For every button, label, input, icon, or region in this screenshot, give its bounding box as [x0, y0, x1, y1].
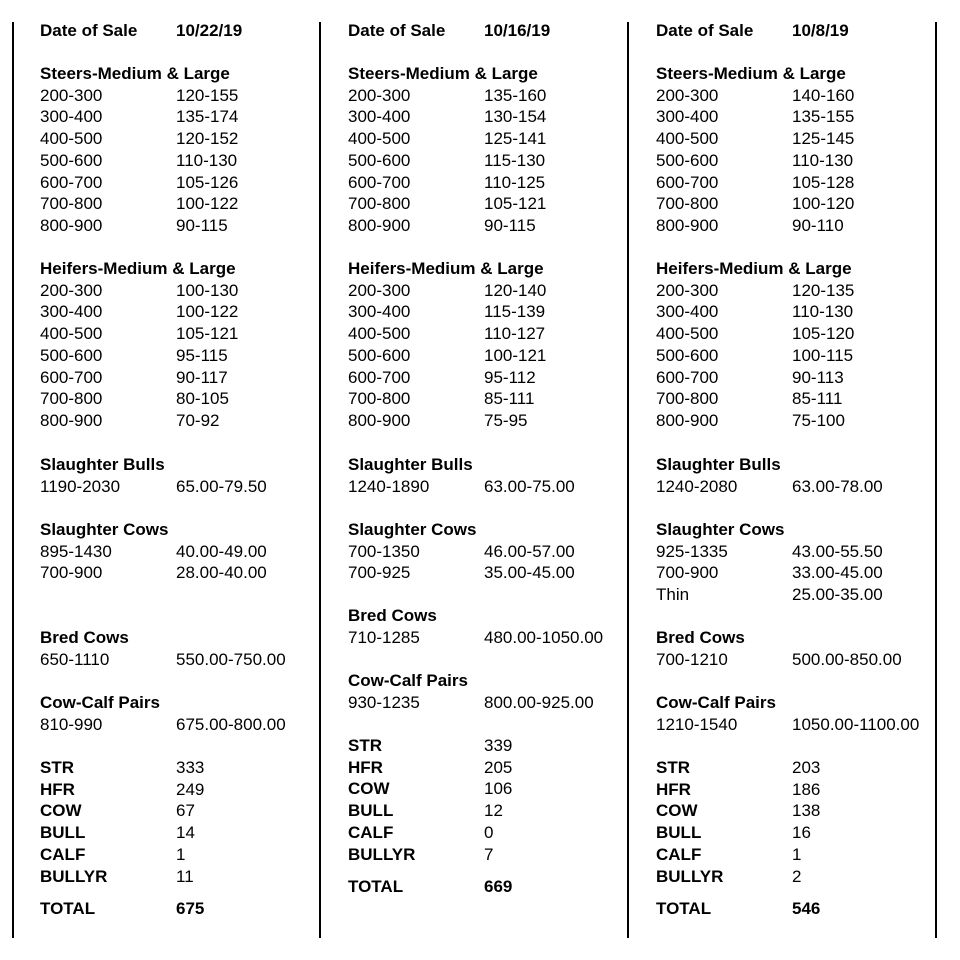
total-row-label: TOTAL — [40, 899, 96, 918]
steers-section-row-value: 140-160 — [792, 85, 855, 105]
steers-section-title: Steers-Medium & Large — [656, 64, 846, 83]
heifers-section-row-label: 700-800 — [348, 389, 411, 409]
heifers-section-row-value: 90-113 — [792, 367, 844, 387]
head-count-row-value: 12 — [484, 801, 503, 821]
steers-section-row-value: 90-110 — [792, 215, 844, 235]
head-count-row-label: BULL — [40, 823, 86, 843]
steers-section-title: Steers-Medium & Large — [348, 64, 538, 83]
steers-section-row-label: 300-400 — [348, 107, 411, 127]
slaughter-cows-section-row-label: Thin — [656, 585, 690, 605]
heifers-section-row-label: 300-400 — [40, 302, 103, 322]
heifers-section-row-label: 400-500 — [40, 324, 103, 344]
heifers-section-row-value: 110-127 — [484, 324, 546, 344]
bred-cows-section-row-value: 480.00-1050.00 — [484, 627, 604, 647]
heifers-section-row-label: 500-600 — [656, 345, 719, 365]
slaughter-cows-section-row-value: 35.00-45.00 — [484, 563, 575, 583]
head-count-row-label: CALF — [40, 844, 86, 864]
steers-section-row-label: 600-700 — [656, 172, 719, 192]
heifers-section-row-value: 105-121 — [176, 324, 239, 344]
head-count-row-value: 138 — [792, 801, 821, 821]
head-count-row-value: 203 — [792, 758, 821, 777]
steers-section-row-label: 300-400 — [656, 107, 719, 127]
head-count-row-label: COW — [656, 801, 698, 821]
heifers-section-row-label: 400-500 — [348, 324, 411, 344]
head-count-row-label: CALF — [348, 822, 394, 842]
steers-section-row-value: 110-130 — [176, 150, 238, 170]
heifers-section-row-label: 200-300 — [40, 280, 103, 300]
cow-calf-pairs-section-row-label: 810-990 — [40, 714, 103, 734]
date-of-sale-label: Date of Sale — [656, 21, 754, 40]
heifers-section-row-value: 95-112 — [484, 367, 536, 387]
head-count-row-value: 11 — [176, 866, 194, 886]
head-count-row-label: BULLYR — [40, 866, 108, 886]
head-count-row-value: 249 — [176, 779, 205, 799]
steers-section-row-value: 105-126 — [176, 172, 239, 192]
heifers-section-row-value: 90-117 — [176, 367, 228, 387]
slaughter-cows-section-row-value: 25.00-35.00 — [792, 585, 883, 605]
heifers-section-row-label: 600-700 — [348, 367, 411, 387]
steers-section-row-label: 400-500 — [348, 129, 411, 149]
slaughter-cows-section-row-label: 925-1335 — [656, 541, 728, 561]
steers-section-row-label: 700-800 — [348, 194, 411, 214]
slaughter-bulls-section-row-label: 1240-2080 — [656, 476, 738, 496]
head-count-row-label: HFR — [348, 757, 383, 777]
steers-section-row-label: 500-600 — [348, 150, 411, 170]
cow-calf-pairs-section-row-label: 930-1235 — [348, 692, 420, 712]
head-count-row-label: HFR — [656, 779, 691, 799]
steers-section-row-value: 100-122 — [176, 194, 239, 214]
bred-cows-section-title: Bred Cows — [656, 628, 745, 647]
divider-line-1 — [319, 22, 321, 938]
total-row-label: TOTAL — [656, 899, 712, 918]
head-count-row-value: 1 — [176, 844, 186, 864]
heifers-section-row-value: 95-115 — [176, 345, 228, 365]
slaughter-bulls-section-title: Slaughter Bulls — [348, 455, 473, 474]
heifers-section-row-label: 600-700 — [40, 367, 103, 387]
heifers-section-row-label: 800-900 — [348, 410, 411, 430]
heifers-section-row-label: 200-300 — [348, 280, 411, 300]
slaughter-bulls-section-title: Slaughter Bulls — [40, 455, 165, 474]
heifers-section-row-label: 500-600 — [348, 345, 411, 365]
head-count-row-value: 1 — [792, 844, 802, 864]
head-count-row-label: COW — [348, 779, 390, 799]
total-row-value: 546 — [792, 899, 821, 918]
heifers-section-row-label: 800-900 — [40, 410, 103, 430]
slaughter-bulls-section-row-value: 63.00-78.00 — [792, 476, 883, 496]
steers-section-row-value: 120-155 — [176, 85, 239, 105]
steers-section-row-label: 400-500 — [656, 129, 719, 149]
bred-cows-section-row-label: 650-1110 — [40, 649, 110, 669]
steers-section-row-value: 115-130 — [484, 150, 546, 170]
heifers-section-row-value: 100-122 — [176, 302, 239, 322]
heifers-section-row-value: 75-95 — [484, 410, 528, 430]
cow-calf-pairs-section-row-value: 675.00-800.00 — [176, 714, 286, 734]
head-count-row-label: STR — [348, 736, 382, 755]
heifers-section-row-label: 500-600 — [40, 345, 103, 365]
head-count-row-label: COW — [40, 801, 82, 821]
heifers-section-row-label: 300-400 — [348, 302, 411, 322]
heifers-section-row-label: 400-500 — [656, 324, 719, 344]
head-count-row-label: BULL — [656, 823, 702, 843]
head-count-row-value: 0 — [484, 822, 494, 842]
steers-section-row-label: 800-900 — [348, 215, 411, 235]
bred-cows-section-row-label: 700-1210 — [656, 649, 728, 669]
steers-section-row-value: 110-130 — [792, 150, 854, 170]
bred-cows-section-title: Bred Cows — [40, 628, 129, 647]
heifers-section-row-value: 105-120 — [792, 324, 855, 344]
heifers-section-row-label: 700-800 — [656, 389, 719, 409]
bred-cows-section-row-label: 710-1285 — [348, 627, 420, 647]
heifers-section-row-label: 700-800 — [40, 389, 103, 409]
slaughter-cows-section-title: Slaughter Cows — [40, 520, 169, 539]
head-count-row-value: 205 — [484, 757, 513, 777]
slaughter-bulls-section-row-value: 63.00-75.00 — [484, 476, 575, 496]
heifers-section-row-label: 600-700 — [656, 367, 719, 387]
heifers-section-row-value: 100-130 — [176, 280, 239, 300]
steers-section-row-value: 105-128 — [792, 172, 855, 192]
heifers-section-row-value: 75-100 — [792, 410, 845, 430]
slaughter-cows-section-row-value: 28.00-40.00 — [176, 563, 267, 583]
head-count-row-label: BULL — [348, 801, 394, 821]
head-count-row-value: 333 — [176, 758, 205, 777]
cow-calf-pairs-section-row-value: 1050.00-1100.00 — [792, 714, 920, 734]
head-count-row-value: 339 — [484, 736, 513, 755]
steers-section-row-value: 125-141 — [484, 129, 547, 149]
heifers-section-row-value: 120-140 — [484, 280, 547, 300]
divider-line-2 — [627, 22, 629, 938]
date-of-sale-value: 10/16/19 — [484, 21, 551, 40]
date-of-sale-label: Date of Sale — [40, 21, 138, 40]
head-count-row-label: STR — [40, 758, 74, 777]
slaughter-cows-section-row-label: 895-1430 — [40, 541, 112, 561]
slaughter-cows-section-row-value: 40.00-49.00 — [176, 541, 267, 561]
heifers-section-row-value: 80-105 — [176, 389, 229, 409]
slaughter-bulls-section-title: Slaughter Bulls — [656, 455, 781, 474]
steers-section-row-value: 135-155 — [792, 107, 855, 127]
bred-cows-section-row-value: 500.00-850.00 — [792, 649, 902, 669]
steers-section-row-label: 700-800 — [656, 194, 719, 214]
date-of-sale-value: 10/8/19 — [792, 21, 849, 40]
head-count-row-value: 16 — [792, 823, 811, 843]
head-count-row-value: 2 — [792, 866, 802, 886]
head-count-row-label: HFR — [40, 779, 75, 799]
slaughter-cows-section-row-label: 700-900 — [40, 563, 103, 583]
steers-section-row-value: 90-115 — [176, 215, 228, 235]
left-border-line — [12, 22, 14, 938]
steers-section-row-value: 135-174 — [176, 107, 239, 127]
date-of-sale-label: Date of Sale — [348, 21, 446, 40]
bred-cows-section-row-value: 550.00-750.00 — [176, 649, 286, 669]
head-count-row-label: CALF — [656, 844, 702, 864]
steers-section-row-label: 200-300 — [348, 85, 411, 105]
steers-section-row-label: 400-500 — [40, 129, 103, 149]
steers-section-row-label: 500-600 — [40, 150, 103, 170]
right-border-line — [935, 22, 937, 938]
steers-section-row-label: 600-700 — [348, 172, 411, 192]
slaughter-cows-section-title: Slaughter Cows — [348, 520, 477, 539]
slaughter-cows-section-title: Slaughter Cows — [656, 520, 785, 539]
steers-section-row-value: 100-120 — [792, 194, 855, 214]
head-count-row-label: BULLYR — [656, 866, 724, 886]
cow-calf-pairs-section-row-label: 1210-1540 — [656, 714, 738, 734]
heifers-section-row-label: 800-900 — [656, 410, 719, 430]
head-count-row-label: BULLYR — [348, 844, 416, 864]
head-count-row-value: 7 — [484, 844, 494, 864]
slaughter-cows-section-row-value: 46.00-57.00 — [484, 541, 575, 561]
steers-section-row-label: 300-400 — [40, 107, 103, 127]
steers-section-title: Steers-Medium & Large — [40, 64, 230, 83]
steers-section-row-value: 105-121 — [484, 194, 547, 214]
slaughter-bulls-section-row-label: 1240-1890 — [348, 476, 430, 496]
steers-section-row-value: 135-160 — [484, 85, 547, 105]
heifers-section-row-label: 200-300 — [656, 280, 719, 300]
steers-section-row-label: 800-900 — [656, 215, 719, 235]
head-count-row-value: 67 — [176, 801, 195, 821]
steers-section-row-value: 125-145 — [792, 129, 855, 149]
total-row-value: 669 — [484, 877, 513, 896]
heifers-section-row-value: 70-92 — [176, 410, 220, 430]
heifers-section-row-value: 100-115 — [792, 345, 854, 365]
steers-section-row-value: 130-154 — [484, 107, 547, 127]
head-count-row-label: STR — [656, 758, 690, 777]
steers-section-row-label: 200-300 — [656, 85, 719, 105]
date-of-sale-value: 10/22/19 — [176, 21, 243, 40]
slaughter-cows-section-row-label: 700-900 — [656, 563, 719, 583]
head-count-row-value: 186 — [792, 779, 821, 799]
heifers-section-row-value: 120-135 — [792, 280, 855, 300]
heifers-section-row-label: 300-400 — [656, 302, 719, 322]
slaughter-bulls-section-row-label: 1190-2030 — [40, 476, 121, 496]
slaughter-cows-section-row-label: 700-1350 — [348, 541, 420, 561]
steers-section-row-value: 90-115 — [484, 215, 536, 235]
steers-section-row-value: 120-152 — [176, 129, 239, 149]
slaughter-bulls-section-row-value: 65.00-79.50 — [176, 476, 267, 496]
steers-section-row-label: 600-700 — [40, 172, 103, 192]
cow-calf-pairs-section-title: Cow-Calf Pairs — [348, 671, 468, 690]
head-count-row-value: 14 — [176, 823, 195, 843]
total-row-label: TOTAL — [348, 877, 404, 896]
heifers-section-row-value: 85-111 — [792, 389, 843, 409]
heifers-section-title: Heifers-Medium & Large — [656, 259, 852, 278]
slaughter-cows-section-row-label: 700-925 — [348, 563, 411, 583]
bred-cows-section-title: Bred Cows — [348, 606, 437, 625]
steers-section-row-label: 200-300 — [40, 85, 103, 105]
steers-section-row-value: 110-125 — [484, 172, 546, 192]
steers-section-row-label: 500-600 — [656, 150, 719, 170]
cow-calf-pairs-section-title: Cow-Calf Pairs — [656, 693, 776, 712]
slaughter-cows-section-row-value: 33.00-45.00 — [792, 563, 883, 583]
cow-calf-pairs-section-title: Cow-Calf Pairs — [40, 693, 160, 712]
head-count-row-value: 106 — [484, 779, 513, 799]
heifers-section-row-value: 115-139 — [484, 302, 546, 322]
slaughter-cows-section-row-value: 43.00-55.50 — [792, 541, 883, 561]
cow-calf-pairs-section-row-value: 800.00-925.00 — [484, 692, 594, 712]
heifers-section-title: Heifers-Medium & Large — [40, 259, 236, 278]
heifers-section-row-value: 110-130 — [792, 302, 854, 322]
steers-section-row-label: 800-900 — [40, 215, 103, 235]
total-row-value: 675 — [176, 899, 205, 918]
heifers-section-row-value: 85-111 — [484, 389, 535, 409]
heifers-section-title: Heifers-Medium & Large — [348, 259, 544, 278]
heifers-section-row-value: 100-121 — [484, 345, 547, 365]
steers-section-row-label: 700-800 — [40, 194, 103, 214]
